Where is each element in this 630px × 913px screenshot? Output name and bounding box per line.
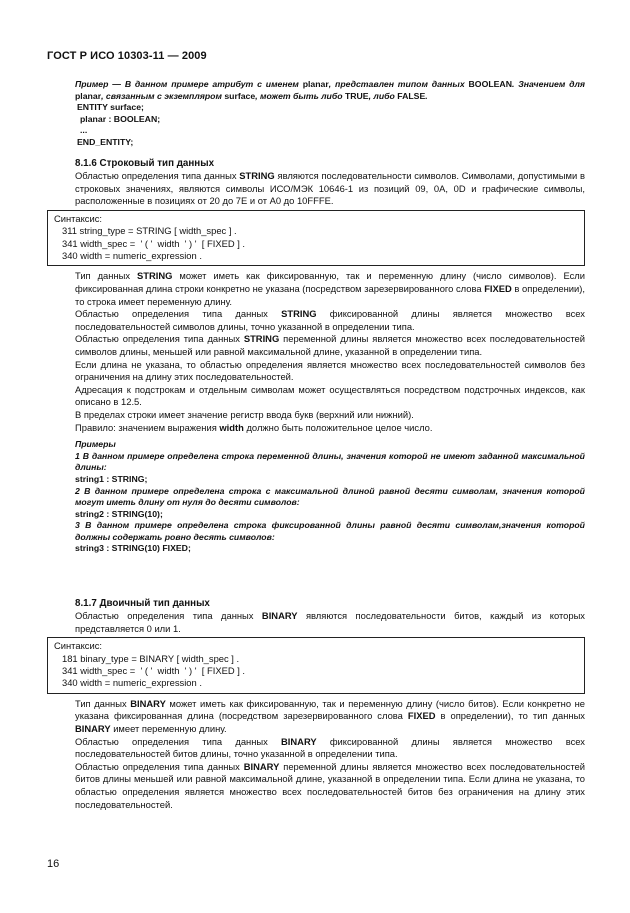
code-line: string3 : STRING(10) FIXED;	[75, 543, 191, 554]
syntax-line: 311 string_type = STRING [ width_spec ] .	[62, 225, 237, 237]
example-text: 2 В данном примере определена строка с максимальной длиной равной десяти символам, значения которой могут иметь длину от нуля до десяти символов:	[75, 485, 585, 508]
running-header: ГОСТ Р ИСО 10303-11 — 2009	[47, 50, 207, 62]
page-number: 16	[47, 858, 60, 870]
paragraph: Тип данных BINARY может иметь как фиксированную, так и переменную длину (число битов). Если конкретно не указана фиксированная длина (посредством зарезервированного слова FIXED в определении), то тип данных BINARY имеет переменную длину.	[75, 697, 585, 734]
boolean-example	[47, 79, 585, 149]
paragraph: Областью определения типа данных STRING являются последовательности символов. Символами, допустимыми в строковых значениях, являются символы ИСО/МЭК 10646-1 из позиций 09, 0A, 0D и графические символы, расположенные в позициях от 20 до 7E и от A0 до 10FFFE.	[75, 170, 585, 207]
paragraph: Областью определения типа данных BINARY фиксированной длины является множество всех последовательностей битов длины, точно указанной в определении типа.	[75, 735, 585, 760]
example-text: 3 В данном примере определена строка фиксированной длины равной десяти символам,значения которой должны содержать ровно десять символов:	[75, 520, 585, 542]
syntax-line: 340 width = numeric_expression .	[62, 250, 202, 261]
syntax-label: Синтаксис:	[54, 212, 103, 224]
paragraph: Областью определения типа данных STRING переменной длины является множество всех последовательностей символов длины, меньшей или равной максимальной длине, указанной в определении типа.	[75, 333, 585, 357]
syntax-label: Синтаксис:	[54, 640, 103, 652]
syntax-box	[47, 210, 585, 267]
paragraph: Тип данных STRING может иметь как фиксированную, так и переменную длину (число символов). Если фиксированная длина строки конкретно не указана (посредством зарезервированного слова FIXED в определении), то строка имеет переменную длину.	[75, 270, 586, 307]
section-title: 8.1.7 Двоичный тип данных	[75, 598, 210, 609]
code-line: string1 : STRING;	[75, 473, 148, 484]
paragraph: Правило: значением выражения width должно быть положительное целое число.	[75, 421, 433, 433]
examples-block	[47, 439, 585, 555]
code-line: planar : BOOLEAN;	[80, 113, 161, 124]
syntax-line: 341 width_spec = ' ( ' width ' ) ' [ FIXED ] .	[62, 665, 246, 676]
code-line: string2 : STRING(10);	[75, 508, 163, 519]
syntax-box	[47, 637, 585, 694]
paragraph: Адресация к подстрокам и отдельным символам может осуществляться посредством подстрочных индексов, как описано в 12.5.	[75, 383, 585, 408]
paragraph: Если длина не указана, то областью определения является множество всех последовательностей символов без ограничения на длину этих последовательностей.	[75, 358, 585, 383]
paragraph: Областью определения типа данных STRING фиксированной длины является множество всех последовательностей символов длины, точно указанной в определении типа.	[75, 308, 585, 332]
paragraph: Областью определения типа данных BINARY являются последовательности битов, каждый из которых представляется 0 или 1.	[75, 610, 585, 634]
string-section	[47, 157, 585, 555]
code-line: ENTITY surface;	[77, 102, 144, 113]
example-text: 1 В данном примере определена строка переменной длины, значения которой не имеют заданной максимальной длины:	[75, 450, 585, 473]
paragraph: Областью определения типа данных BINARY переменной длины является множество всех последовательностей битов длины меньшей или равной максимальной длине, указанной в определении типа. Если длина не указана, то областью определения является множество всех последовательностей битов без ограничения на длину этих последовательностей.	[75, 760, 585, 810]
code-line: END_ENTITY;	[77, 136, 134, 147]
boolean-example-text: Пример — В данном примере атрибут с именем planar, представлен типом данных BOOLEAN. Значением для planar, связанным с экземпляром surface, может быть либо TRUE, либо FALSE.	[75, 79, 586, 101]
binary-section	[47, 597, 585, 811]
syntax-line: 340 width = numeric_expression .	[62, 677, 202, 689]
syntax-line: 341 width_spec = ' ( ' width ' ) ' [ FIXED ] .	[62, 237, 246, 249]
examples-title: Примеры	[75, 439, 116, 450]
syntax-line: 181 binary_type = BINARY [ width_spec ] .	[62, 652, 240, 664]
paragraph: В пределах строки имеет значение регистр ввода букв (верхний или нижний).	[75, 408, 414, 420]
section-title: 8.1.6 Строковый тип данных	[75, 158, 215, 169]
code-line: ...	[80, 125, 88, 136]
